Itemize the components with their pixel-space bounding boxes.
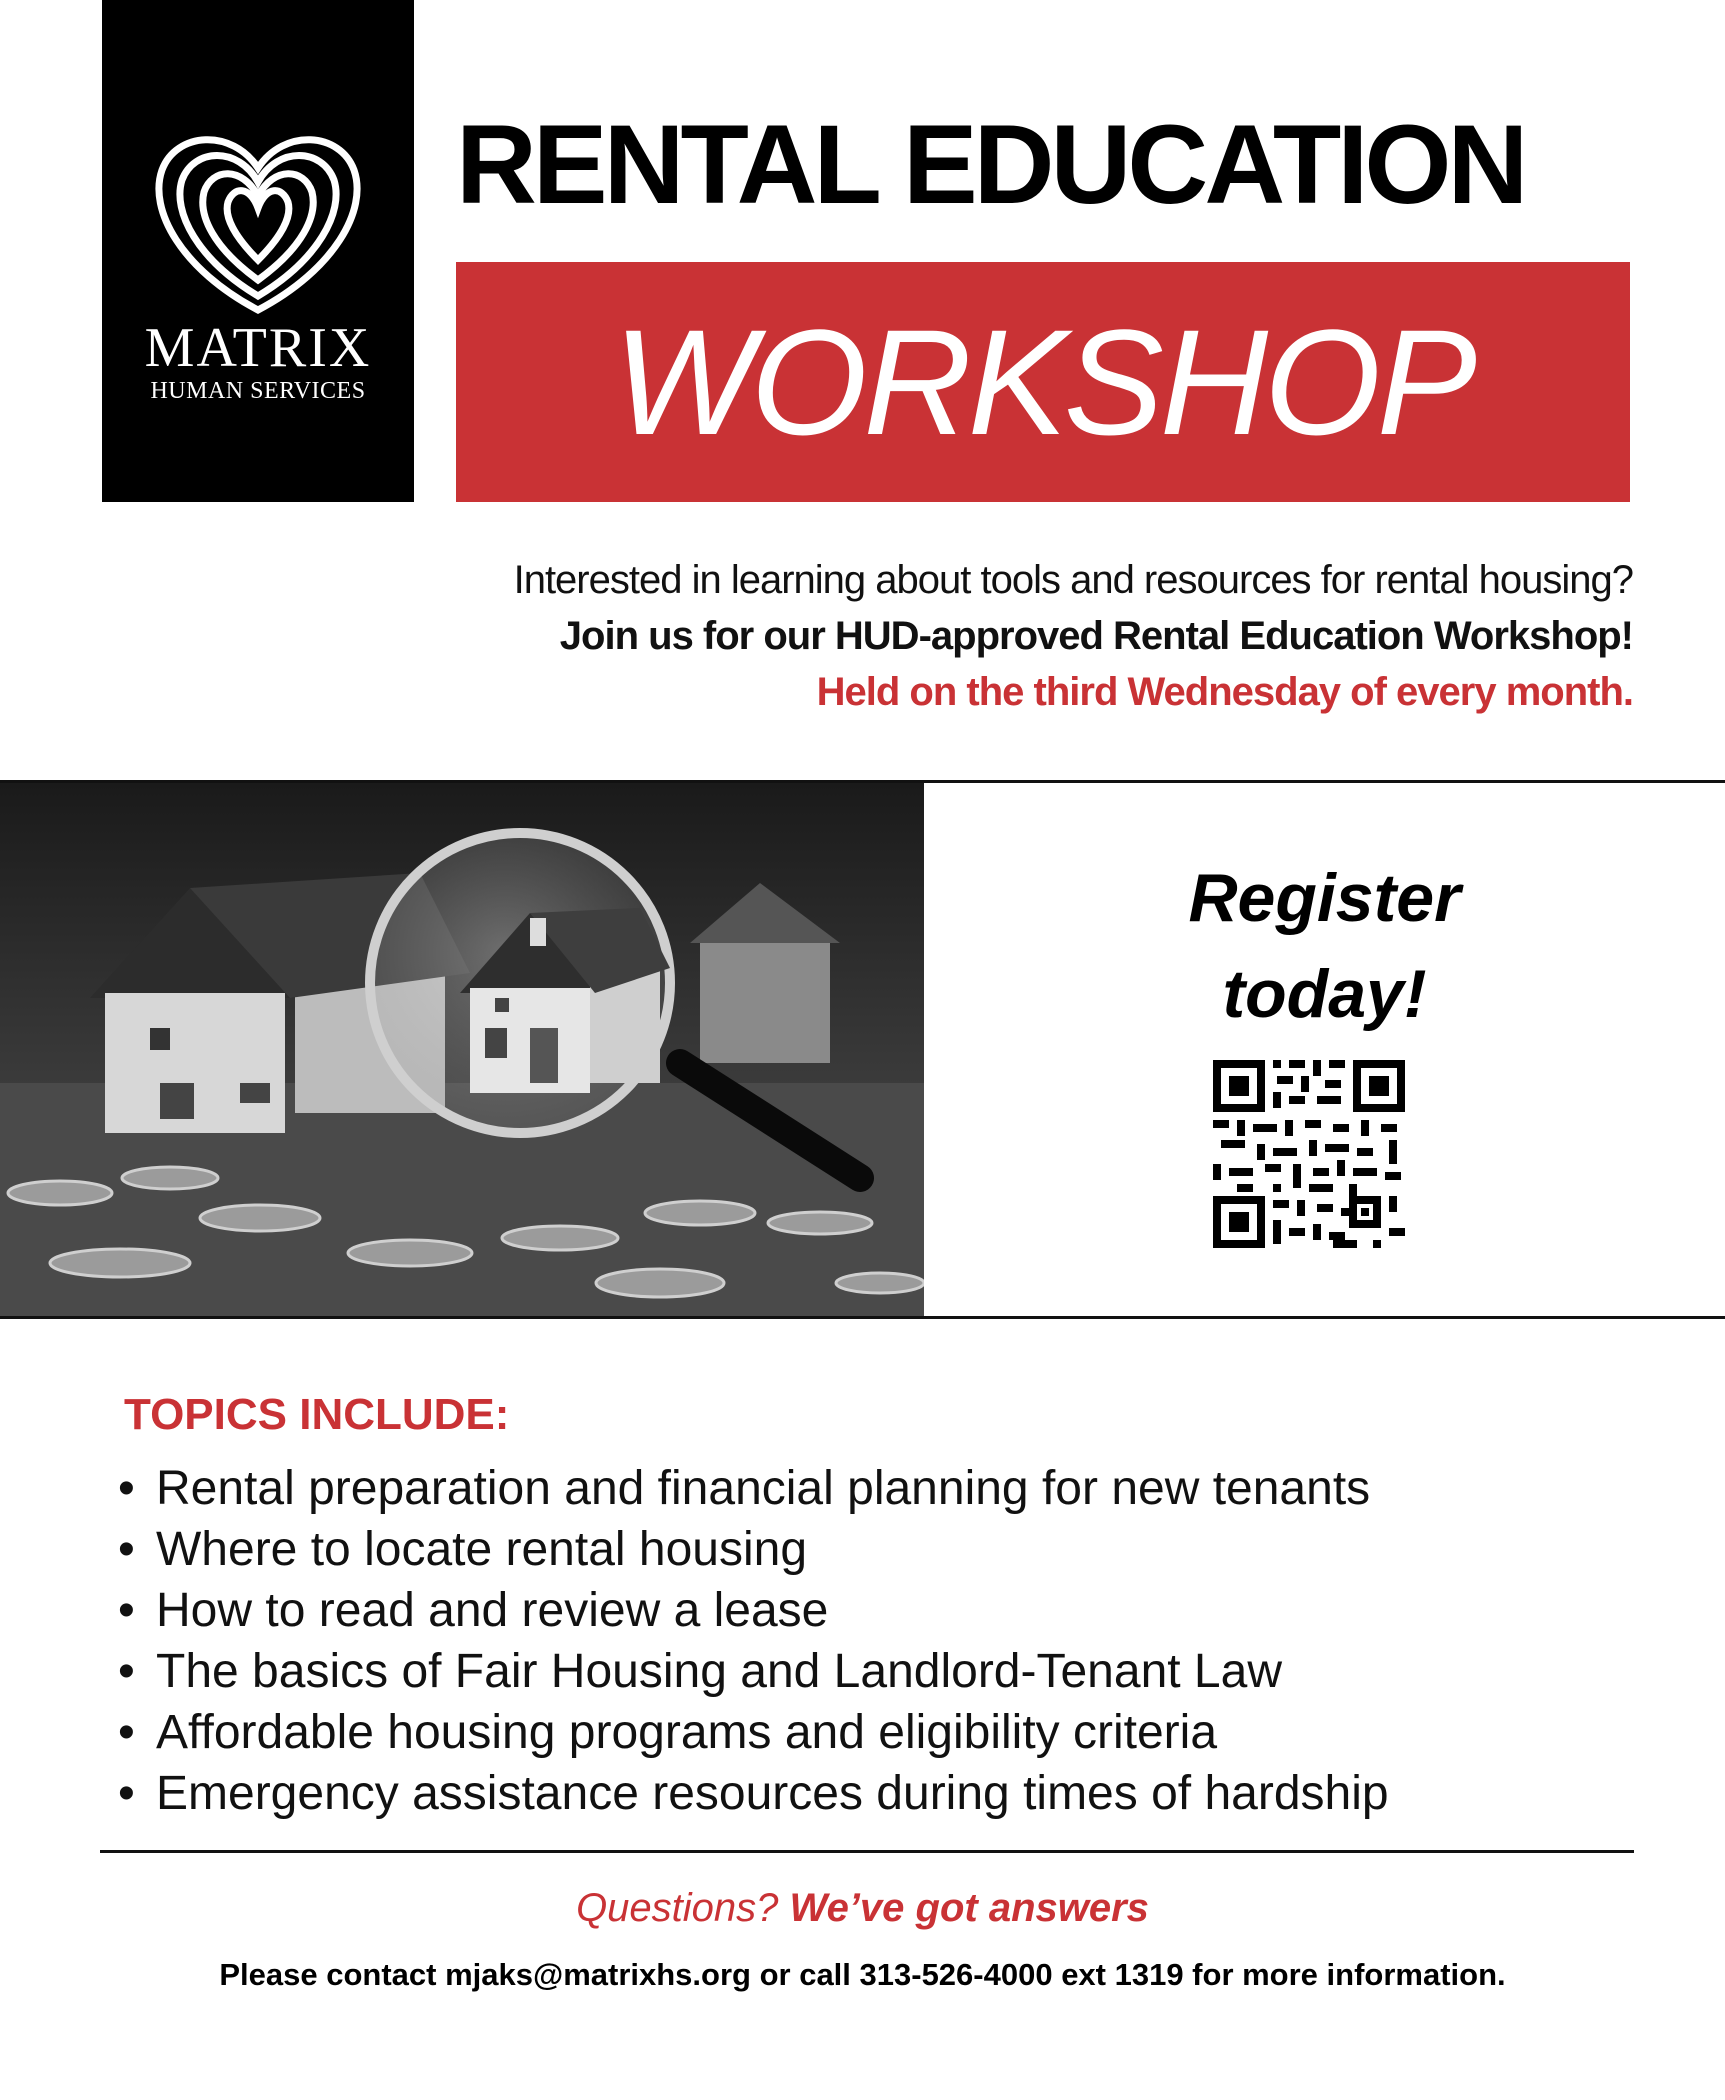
logo-name: MATRIX (144, 317, 372, 379)
logo-subtitle: HUMAN SERVICES (150, 378, 366, 404)
list-item: • How to read and review a lease (118, 1580, 1389, 1641)
divider-bottom (0, 1316, 1725, 1319)
intro-line-2: Join us for our HUD-approved Rental Education Workshop! (559, 614, 1633, 658)
topics-list (118, 1458, 1389, 1824)
topics-heading: TOPICS INCLUDE: (124, 1390, 510, 1439)
list-item: • Affordable housing programs and eligibility criteria (118, 1702, 1389, 1763)
list-item: • Emergency assistance resources during times of hardship (118, 1763, 1389, 1824)
matrix-logo (102, 0, 414, 502)
register-line-1: Register (1188, 860, 1461, 936)
register-callout (924, 850, 1725, 1042)
intro-line-1: Interested in learning about tools and resources for rental housing? (513, 558, 1633, 602)
answers-label: We’ve got answers (789, 1886, 1149, 1930)
questions-line (0, 1880, 1725, 1936)
list-item: • The basics of Fair Housing and Landlord-Tenant Law (118, 1641, 1389, 1702)
contact-info: Please contact mjaks@matrixhs.org or call 313-526-4000 ext 1319 for more information. (219, 1957, 1506, 1992)
list-item: • Rental preparation and financial planning for new tenants (118, 1458, 1389, 1519)
page-title: RENTAL EDUCATION (456, 102, 1525, 227)
intro-text (514, 552, 1633, 720)
intro-line-3: Held on the third Wednesday of every month. (816, 670, 1633, 714)
register-qr-code[interactable] (1213, 1060, 1405, 1248)
workshop-label: WORKSHOP (613, 298, 1473, 466)
list-item: • Where to locate rental housing (118, 1519, 1389, 1580)
heart-arcs-icon (142, 120, 374, 320)
register-line-2: today! (1222, 956, 1427, 1032)
workshop-banner (456, 262, 1630, 502)
houses-magnifier-photo (0, 783, 924, 1316)
questions-label: Questions? (576, 1886, 779, 1930)
footer-divider (100, 1850, 1634, 1853)
